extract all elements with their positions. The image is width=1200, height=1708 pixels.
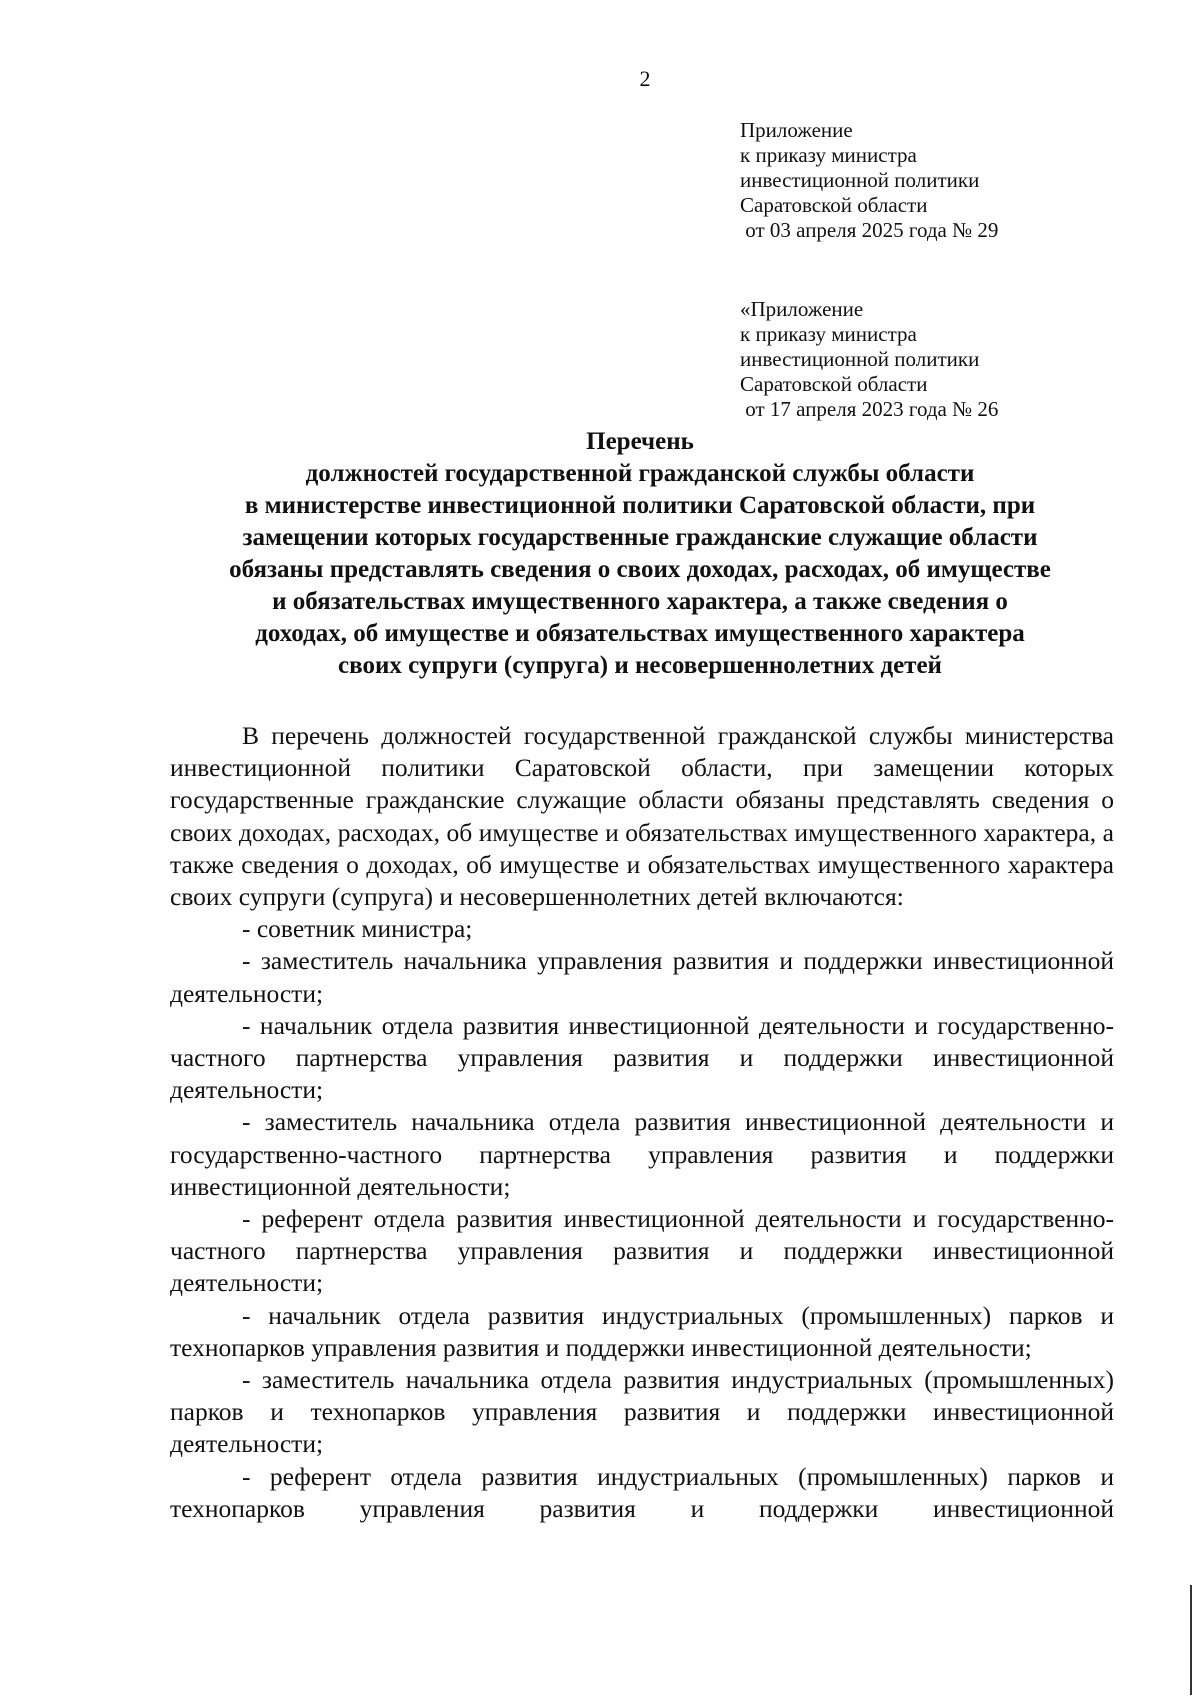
appendix-current-order [740,118,1170,243]
appendix-line: к приказу министра [740,322,917,346]
title-line: должностей государственной гражданской службы области [305,460,975,487]
position-item: - заместитель начальника отдела развития индустриальных (промышленных) парков и технопарков управления развития и поддержки инвестиционной деятельности; [170,1365,1114,1459]
title-line: Перечень [586,428,694,455]
scan-edge-mark [1190,1585,1192,1695]
appendix-original-order [740,297,1170,422]
position-item: - заместитель начальника управления развития и поддержки инвестиционной деятельности; [170,946,1114,1008]
appendix-line: от 03 апреля 2025 года № 29 [740,218,999,242]
appendix-line: Саратовской области [740,372,928,396]
appendix-line: Саратовской области [740,193,928,217]
title-line: своих супруги (супруга) и несовершеннолетних детей [338,652,942,679]
appendix-line: от 17 апреля 2023 года № 26 [740,397,999,421]
title-line: доходах, об имуществе и обязательствах имущественного характера [255,620,1025,647]
position-item: - начальник отдела развития инвестиционной деятельности и государственно-частного партнерства управления развития и поддержки инвестиционной деятельности; [170,1010,1114,1105]
document-body [170,720,1114,1525]
title-line: замещении которых государственные гражданские служащие области [242,524,1038,551]
position-item: - советник министра; [242,914,473,944]
appendix-line: «Приложение [740,297,864,321]
intro-paragraph: В перечень должностей государственной гражданской службы министерства инвестиционной политики Саратовской области, при замещении которых государственные гражданские служащие области обязаны представлять сведения о своих доходах, расходах, об имуществе и обязательствах имущественного характера, а также сведения о доходах, об имуществе и обязательствах имущественного характера своих супруги (супруга) и несовершеннолетних детей включаются: [170,721,1114,912]
page-number: 2 [639,66,651,91]
appendix-line: Приложение [740,118,853,142]
title-line: в министерстве инвестиционной политики Саратовской области, при [244,492,1036,519]
appendix-line: инвестиционной политики [740,168,980,192]
title-line: и обязательствах имущественного характера, а также сведения о [272,588,1008,615]
document-title [160,426,1120,682]
position-item: - референт отдела развития индустриальных (промышленных) парков и технопарков управления развития и поддержки инвестиционной [170,1461,1114,1523]
title-line: обязаны представлять сведения о своих доходах, расходах, об имуществе [229,556,1051,583]
appendix-line: инвестиционной политики [740,347,980,371]
appendix-line: к приказу министра [740,143,917,167]
position-item: - референт отдела развития инвестиционной деятельности и государственно-частного партнерства управления развития и поддержки инвестиционной деятельности; [170,1204,1114,1298]
position-item: - начальник отдела развития индустриальных (промышленных) парков и технопарков управления развития и поддержки инвестиционной деятельности; [170,1300,1114,1362]
position-item: - заместитель начальника отдела развития инвестиционной деятельности и государственно-частного партнерства управления развития и поддержки инвестиционной деятельности; [170,1107,1114,1201]
